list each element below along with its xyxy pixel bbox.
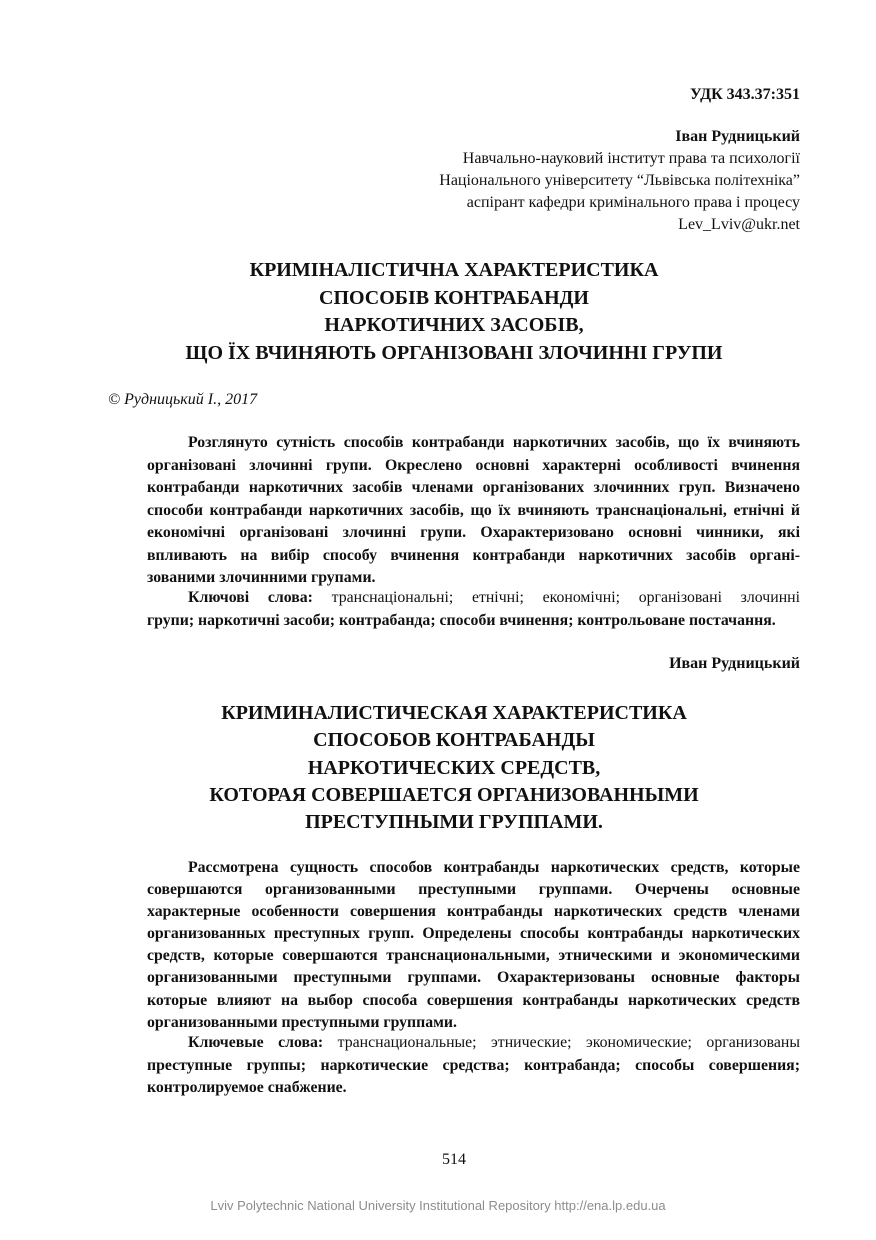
keywords-ru: [147, 1032, 800, 1100]
keywords-ua: [147, 587, 800, 632]
title-line: СПОСОБІВ КОНТРАБАНДИ: [319, 286, 589, 309]
abstract-line: Розглянуто сутність способів контрабанди наркотичних засобів, що їх вчиняють: [188, 434, 800, 451]
author-email: Lev_Lviv@ukr.net: [678, 216, 800, 233]
abstract-line: способи контрабанди наркотичних засобів, що їх вчиняють транснаціональні, етнічні й: [147, 501, 800, 519]
abstract-line: Рассмотрена сущность способов контрабанды наркотических средств, которые: [188, 859, 800, 876]
title-line: КРИМИНАЛИСТИЧЕСКАЯ ХАРАКТЕРИСТИКА: [221, 702, 687, 724]
title-line: НАРКОТИЧЕСКИХ СРЕДСТВ,: [307, 756, 601, 779]
title-line: ЩО ЇХ ВЧИНЯЮТЬ ОРГАНІЗОВАНІ ЗЛОЧИННІ ГРУПИ: [185, 342, 723, 365]
repository-footer: Lviv Polytechnic National University Institutional Repository http://ena.lp.edu.ua: [210, 1198, 666, 1213]
abstract-line: средств, которые совершаются транснациональными, этническими и экономическими: [147, 947, 800, 965]
keywords-text: транснациональные; этнические; экономические; организованы: [337, 1034, 800, 1051]
keywords-line: [147, 587, 800, 610]
keywords-line: преступные группы; наркотические средства; контрабанда; способы совершения;: [147, 1056, 800, 1074]
keywords-text: транснаціональні; етнічні; економічні; організовані злочинні: [331, 589, 800, 606]
title-line: ПРЕСТУПНЫМИ ГРУППАМИ.: [305, 811, 603, 834]
udc-code: УДК 343.37:351: [689, 86, 800, 103]
title-line: КОТОРАЯ СОВЕРШАЕТСЯ ОРГАНИЗОВАННЫМИ: [209, 783, 699, 806]
copyright-line: © Рудницький І., 2017: [108, 391, 258, 408]
abstract-line: организованными преступными группами. Охарактеризованы основные факторы: [147, 969, 800, 987]
title-line: СПОСОБОВ КОНТРАБАНДЫ: [313, 729, 595, 752]
keywords-label: Ключевые слова:: [188, 1034, 324, 1051]
abstract-line: организованных преступных групп. Определены способы контрабанды наркотических: [147, 925, 800, 943]
title-line: НАРКОТИЧНИХ ЗАСОБІВ,: [324, 314, 584, 337]
abstract-ru: [147, 857, 800, 1034]
affiliation-line: Національного університету “Львівська політехніка”: [439, 172, 800, 189]
author-block-ua: [439, 126, 800, 236]
abstract-line: зованими злочинними групами.: [147, 569, 376, 586]
title-line: КРИМІНАЛІСТИЧНА ХАРАКТЕРИСТИКА: [249, 259, 659, 281]
affiliation-line: Навчально-науковий інститут права та психології: [462, 150, 800, 167]
author-name-ua: Іван Рудницький: [675, 128, 800, 145]
abstract-line: економічні організовані злочинні групи. Охарактеризовано основні чинники, які: [147, 524, 800, 541]
title-ru: [108, 700, 800, 836]
abstract-line: совершаются организованными преступными группами. Очерчены основные: [147, 881, 800, 899]
keywords-line: групи; наркотичні засоби; контрабанда; способи вчинення; контрольоване постачання.: [147, 611, 776, 629]
abstract-line: контрабанди наркотичних засобів членами організованих злочинних груп. Визначено: [147, 479, 800, 496]
keywords-line: [147, 1032, 800, 1055]
page-number: 514: [442, 1151, 466, 1168]
keywords-line: контролируемое снабжение.: [147, 1079, 347, 1096]
affiliation-line: аспірант кафедри кримінального права і процесу: [466, 194, 800, 211]
title-ua: [108, 257, 800, 368]
abstract-line: організовані злочинні групи. Окреслено основні характерні особливості вчинення: [147, 456, 800, 474]
abstract-line: которые влияют на выбор способа совершения контрабанды наркотических средств: [147, 991, 800, 1009]
author-name-ru: Иван Рудницький: [669, 655, 800, 672]
abstract-line: характерные особенности совершения контрабанды наркотических средств членами: [147, 903, 800, 921]
abstract-line: организованными преступными группами.: [147, 1013, 457, 1031]
keywords-label: Ключові слова:: [188, 589, 313, 606]
abstract-line: впливають на вибір способу вчинення контрабанди наркотичних засобів органі-: [147, 546, 800, 564]
abstract-ua: [147, 432, 800, 590]
